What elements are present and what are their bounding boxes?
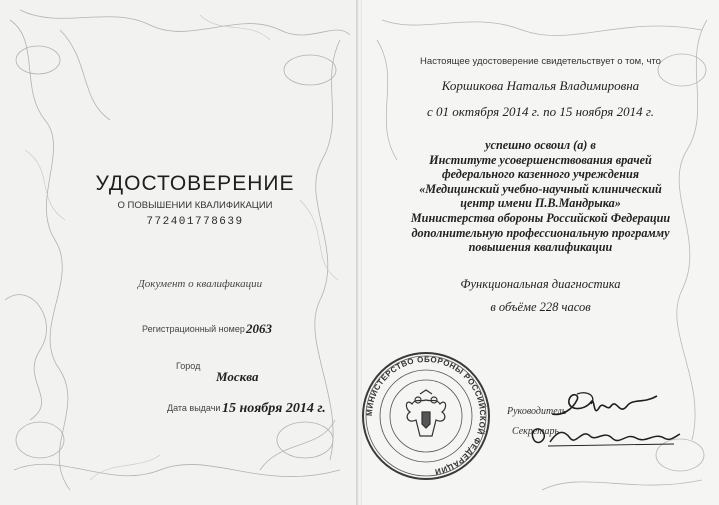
left-page	[0, 0, 358, 505]
official-seal	[362, 350, 492, 482]
secretary-label: Секретарь	[512, 426, 560, 437]
issue-date-label: Дата выдачи	[167, 403, 221, 413]
institution-line: Институте усовершенствования врачей	[429, 152, 652, 167]
institution-line: федерального казенного учреждения	[441, 167, 640, 182]
issue-date-value: 15 ноября 2014 г.	[222, 401, 326, 416]
institution-line: успешно освоил (а) в	[485, 138, 596, 152]
eagle-emblem-icon	[406, 390, 445, 436]
document-subtitle: О ПОВЫШЕНИИ КВАЛИФИКАЦИИ	[117, 200, 273, 211]
institution-line: повышения квалификации	[468, 240, 613, 255]
registration-number-label: Регистрационный номер	[142, 324, 245, 334]
right-page	[362, 0, 719, 505]
document-type: Документ о квалификации	[137, 278, 263, 290]
document-title: УДОСТОВЕРЕНИЕ	[95, 172, 295, 195]
training-period: с 01 октября 2014 г. по 15 ноября 2014 г.	[427, 104, 654, 119]
intro-text: Настоящее удостоверение свидетельствует о том, что	[420, 56, 661, 67]
document-number: 772401778639	[146, 216, 244, 228]
institution-line: «Медицинский учебно-научный клинический	[419, 181, 662, 196]
program-volume: в объёме 228 часов	[490, 300, 591, 314]
specialty: Функциональная диагностика	[460, 277, 621, 291]
registration-number-value: 2063	[246, 321, 272, 336]
city-label: Город	[176, 361, 201, 371]
head-signature	[547, 388, 667, 424]
holder-name: Коршикова Наталья Владимировна	[441, 78, 640, 93]
seal-text: МИНИСТЕРСТВО ОБОРОНЫ РОССИЙСКОЙ ФЕДЕРАЦИИ	[364, 354, 488, 477]
secretary-signature	[524, 420, 684, 452]
institution-line: центр имени П.В.Мандрыка»	[460, 196, 621, 211]
head-label: Руководитель	[507, 406, 567, 417]
city-value: Москва	[216, 369, 259, 384]
institution-line: Министерства обороны Российской Федерации	[410, 210, 671, 225]
institution-block	[362, 138, 719, 255]
border-ornament-left	[0, 0, 358, 505]
institution-line: дополнительную профессиональную программу	[411, 225, 670, 240]
